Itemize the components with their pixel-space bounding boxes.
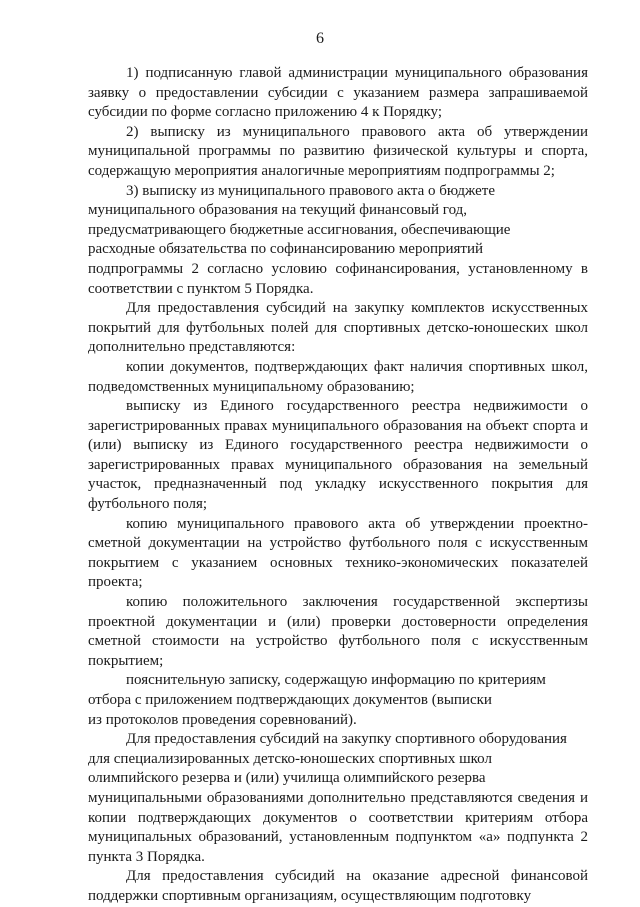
paragraph-football-registry: выписку из Единого государственного реестра недвижимости о зарегистрированных правах муниципального образования на объект спорта и (или) выписку из Единого государственного реестра недвижимости о зарегистрированных правах муниципального образования на земельный участок, предназначенный под укладку искусственного покрытия для футбольного поля; — [88, 398, 588, 513]
paragraph-equipment-cont: для специализированных детско-юношеских спортивных школ — [88, 750, 492, 767]
paragraph-item-3-cont: расходные обязательства по софинансированию мероприятий — [88, 241, 484, 258]
paragraph-equipment-cont: олимпийского резерва и (или) училища олимпийского резерва — [88, 770, 486, 787]
paragraph-item-1: 1) подписанную главой администрации муниципального образования заявку о предоставлении субсидии с указанием размера запрашиваемой субсидии по форме согласно приложению 4 к Порядку; — [88, 65, 588, 121]
paragraph-football-expertise: копию положительного заключения государственной экспертизы проектной документации и (или) проверки достоверности определения сметной стоимости на устройство футбольного поля с искусственным покрытием; — [88, 594, 588, 669]
paragraph-financial-support: Для предоставления субсидий на оказание адресной финансовой поддержки спортивным организациям, осуществляющим подготовку — [88, 868, 588, 904]
paragraph-item-3: 3) выписку из муниципального правового акта о бюджете — [126, 182, 496, 199]
paragraph-equipment: Для предоставления субсидий на закупку спортивного оборудования — [126, 731, 567, 748]
paragraph-item-3-cont: предусматривающего бюджетные ассигнования, обеспечивающие — [88, 221, 511, 238]
paragraph-football-note-cont: отбора с приложением подтверждающих документов (выписки — [88, 692, 492, 708]
document-body — [88, 64, 588, 907]
paragraph-football-docs-schools: копии документов, подтверждающих факт наличия спортивных школ, подведомственных муниципальному образованию; — [88, 358, 588, 395]
page-number: 6 — [316, 30, 324, 47]
paragraph-football-note-cont: из протоколов проведения соревнований). — [88, 711, 357, 728]
paragraph-item-2: 2) выписку из муниципального правового акта об утверждении муниципальной программы по развитию физической культуры и спорта, содержащую мероприятия аналогичные мероприятиям подпрограммы 2; — [88, 123, 588, 179]
paragraph-equipment-cont: муниципальными образованиями дополнительно представляются сведения и копии подтверждающих документов о соответствии критериям отбора муниципальных образований, установленным подпунктом «а» подпункта 2 пункта 3 Порядка. — [88, 789, 588, 865]
paragraph-item-3-cont: подпрограммы 2 согласно условию софинансирования, установленному в соответствии с пунктом 5 Порядка. — [88, 260, 588, 297]
paragraph-football-intro: Для предоставления субсидий на закупку комплектов искусственных покрытий для футбольных полей для спортивных детско-юношеских школ дополнительно представляются: — [88, 300, 588, 356]
paragraph-football-design-act: копию муниципального правового акта об утверждении проектно-сметной документации на устройство футбольного поля с искусственным покрытием с указанием основных технико-экономических показателей проекта; — [88, 515, 588, 591]
paragraph-item-3-cont: муниципального образования на текущий финансовый год, — [88, 202, 468, 219]
paragraph-football-note: пояснительную записку, содержащую информацию по критериям — [126, 672, 546, 689]
